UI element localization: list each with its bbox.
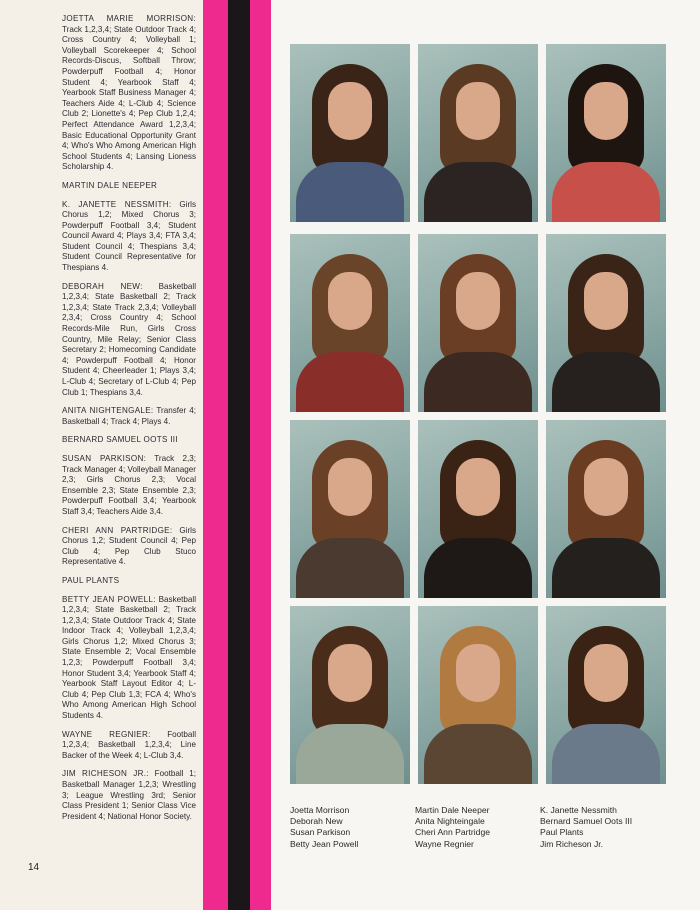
pink-stripe-right xyxy=(250,0,271,910)
portrait-face xyxy=(584,458,628,516)
bio-name: MARTIN DALE NEEPER xyxy=(62,180,158,190)
portrait-clothing xyxy=(552,724,660,784)
caption-name: K. Janette Nessmith xyxy=(540,805,617,815)
caption-column-1 xyxy=(290,805,358,850)
bio-column xyxy=(62,14,196,830)
bio-text: Basketball 1,2,3,4; State Basketball 2; Track 1,2,3,4; State Track 2,3,4; Volleyball 2,3,4; Cross Country 4; School Records-Mile Run, Girls Cross Country, Mile Relay; Senior Class Secretary 2; Homecoming Candidate 4; Powderpuff Football 4; Honor Student 4; Cheerleader 1; Plays 3,4; L-Club 4; Secretary of L-Club 4; Pep Club 1; Thespians 3,4. xyxy=(62,281,196,397)
bio-text: Track 1,2,3,4; State Outdoor Track 4; Cross Country 4; Volleyball 1; Volleyball Scorekeeper 4; School Records-Discus, Softball Throw; Powderpuff Football 4; Honor Student 4; Yearbook Staff 4; Yearbook Staff Business Manager 4; Teachers Aide 4; L-Club 4; Science Club 2; Lionette's 4; Pep Club 1,2,4; Perfect Attendance Award 1,2,3,4; Basic Educational Opportunity Grant 4; Who's Who Among American High School Students 4; Lansing Lioness Scholarship 4. xyxy=(62,24,196,172)
black-stripe xyxy=(228,0,250,910)
portrait-photo xyxy=(546,606,666,784)
bio-entry xyxy=(62,769,196,822)
bio-text: Basketball 1,2,3,4; State Basketball 2; Track 1,2,3,4; State Outdoor Track 4; State Indoor Track 4; Volleyball 1,2,3,4; Girls Chorus 1,2; Mixed Chorus 3; State Ensemble 2; Vocal Ensemble 1,2,3; Powderpuff Football 3,4; Honor Student 3,4; Yearbook Staff 4; Yearbook Staff Layout Editor 4; L-Club 4; Pep Club 1,3; FCA 4; Who's Who Among American High School Students 4. xyxy=(62,594,197,721)
bio-name: CHERI ANN PARTRIDGE: xyxy=(62,525,173,535)
bio-entry xyxy=(62,576,196,587)
portrait-face xyxy=(328,644,372,702)
portrait-face xyxy=(456,458,500,516)
portrait-clothing xyxy=(296,538,404,598)
portrait-face xyxy=(328,272,372,330)
caption-name: Joetta Morrison xyxy=(290,805,350,815)
bio-entry xyxy=(62,181,196,192)
portrait-photo xyxy=(290,606,410,784)
bio-name: SUSAN PARKISON: xyxy=(62,453,147,463)
portrait-clothing xyxy=(296,162,404,222)
caption-name: Susan Parkison xyxy=(290,827,351,838)
portrait-photo xyxy=(290,234,410,412)
portrait-clothing xyxy=(552,162,660,222)
caption-name: Martin Dale Neeper xyxy=(415,805,490,815)
bio-text: Football 1,2,3,4; Basketball 1,2,3,4; Line Backer of the Week 4; L-Club 3,4. xyxy=(62,729,196,760)
portrait-clothing xyxy=(424,162,532,222)
portrait-face xyxy=(456,82,500,140)
portrait-clothing xyxy=(552,538,660,598)
portrait-face xyxy=(328,458,372,516)
bio-entry xyxy=(62,526,196,568)
caption-name: Wayne Regnier xyxy=(415,838,474,849)
caption-name: Paul Plants xyxy=(540,827,584,838)
bio-text: Girls Chorus 1,2; Mixed Chorus 3; Powderpuff Football 3,4; Student Council Award 4; Plays 3,4; FTA 3,4; Student Council 4; Thespians 3,4; Student Council Representative for Thespians 4. xyxy=(62,199,196,273)
bio-name: K. JANETTE NESSMITH: xyxy=(62,199,172,209)
caption-column-2 xyxy=(415,805,490,850)
bio-name: JIM RICHESON JR.: xyxy=(62,769,149,779)
portrait-photo xyxy=(290,44,410,222)
bio-name: BETTY JEAN POWELL: xyxy=(62,594,156,604)
bio-text: Girls Chorus 1,2; Student Council 4; Pep Club 4; Pep Club Stuco Representative 4. xyxy=(62,525,196,567)
portrait-photo xyxy=(546,44,666,222)
caption-name: Deborah New xyxy=(290,816,343,827)
portrait-photo xyxy=(418,234,538,412)
bio-name: BERNARD SAMUEL OOTS III xyxy=(62,435,178,445)
caption-name: Cheri Ann Partridge xyxy=(415,827,490,838)
portrait-face xyxy=(584,644,628,702)
caption-name: Jim Richeson Jr. xyxy=(540,838,604,849)
portrait-photo xyxy=(418,44,538,222)
portrait-photo xyxy=(546,420,666,598)
portrait-face xyxy=(584,272,628,330)
portrait-face xyxy=(456,644,500,702)
page-number: 14 xyxy=(28,862,40,873)
portrait-photo xyxy=(418,420,538,598)
bio-entry xyxy=(62,454,196,518)
portrait-face xyxy=(456,272,500,330)
caption-column-3 xyxy=(540,805,632,850)
portrait-clothing xyxy=(552,352,660,412)
bio-entry xyxy=(62,595,196,722)
portrait-clothing xyxy=(424,352,532,412)
portrait-clothing xyxy=(424,724,532,784)
bio-entry xyxy=(62,200,196,274)
portrait-photo xyxy=(418,606,538,784)
bio-entry xyxy=(62,435,196,446)
pink-stripe-left xyxy=(203,0,228,910)
bio-name: JOETTA MARIE MORRISON: xyxy=(62,14,196,23)
bio-name: PAUL PLANTS xyxy=(62,575,120,585)
portrait-face xyxy=(328,82,372,140)
portrait-clothing xyxy=(424,538,532,598)
bio-text: Transfer 4; Basketball 4; Track 4; Plays 4. xyxy=(62,406,197,426)
caption-name: Anita Nighteingale xyxy=(415,816,485,827)
bio-entry xyxy=(62,730,196,762)
portrait-photo xyxy=(546,234,666,412)
portrait-face xyxy=(584,82,628,140)
portrait-clothing xyxy=(296,352,404,412)
caption-name: Betty Jean Powell xyxy=(290,838,359,849)
bio-name: DEBORAH NEW: xyxy=(62,281,143,291)
bio-entry xyxy=(62,282,196,399)
portrait-photo xyxy=(290,420,410,598)
bio-text: Track 2,3; Track Manager 4; Volleyball Manager 2,3; Girls Chorus 2,3; Vocal Ensemble 2,3; State Ensemble 2,3; Powderpuff Football 3,4; Yearbook Staff 3,4; Teachers Aide 3,4. xyxy=(62,453,196,516)
portrait-clothing xyxy=(296,724,404,784)
bio-entry xyxy=(62,14,196,173)
caption-name: Bernard Samuel Oots III xyxy=(540,816,633,827)
bio-text: Football 1; Basketball Manager 1,2,3; Wrestling 3; League Wrestling 3rd; Senior Class President 1; Senior Class Vice President 4; National Honor Society. xyxy=(62,769,197,821)
bio-entry xyxy=(62,406,196,427)
bio-name: ANITA NIGHTENGALE: xyxy=(62,406,154,416)
bio-name: WAYNE REGNIER: xyxy=(62,729,151,739)
